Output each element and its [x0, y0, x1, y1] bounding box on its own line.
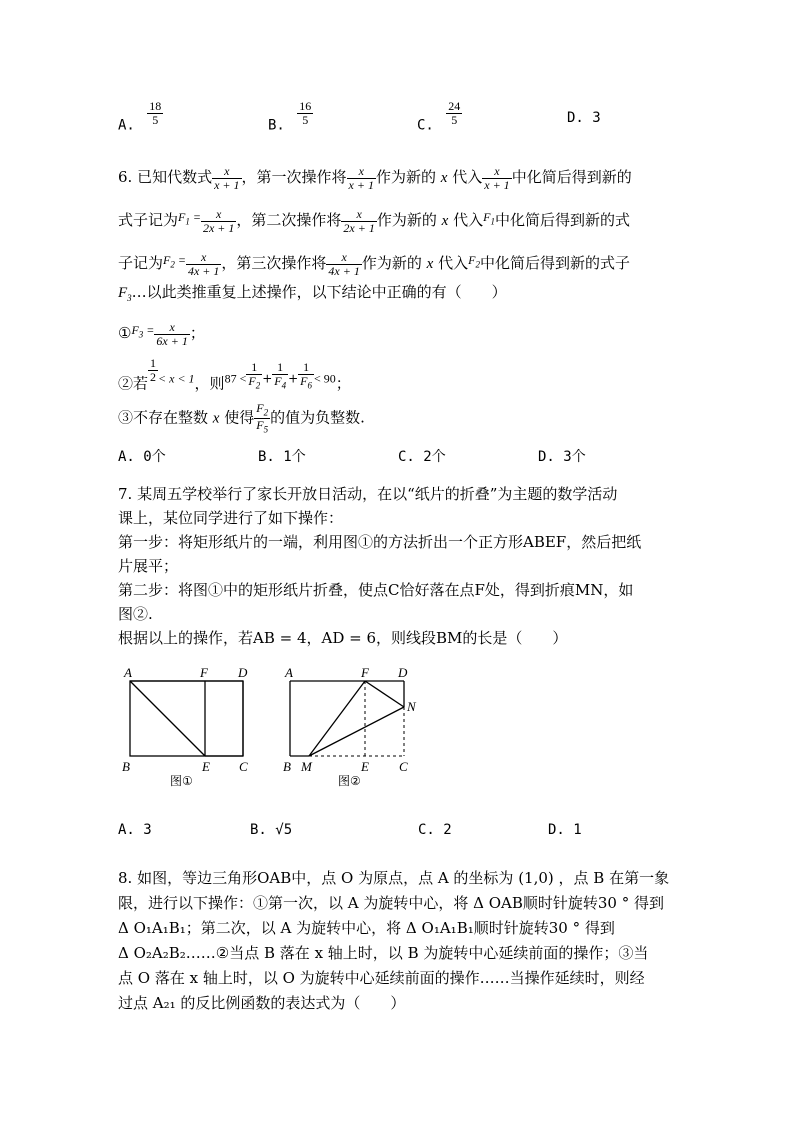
fig2-label-a: A [285, 665, 293, 680]
figure-2 [283, 665, 417, 788]
fig1-label-f: F [200, 665, 208, 680]
q6-option-d: D. 3个 [538, 449, 586, 465]
q6-statement-1: ①$^{F_3 =}$ $\frac{x}{6x + 1}$ ； [118, 319, 205, 348]
fig1-label-a: A [124, 665, 132, 680]
q6-line-3: 子记为$^{F_2 =}$ $\frac{x}{4x + 1}$ ，第三次操作将 $\frac{x}{4x + 1}$ 作为新的 x 代入$^{F_2}$中化简后得到新的式子 [118, 249, 630, 278]
q6-line-1: 6. 已知代数式 $\frac{x}{x + 1}$ ，第一次操作将 $\frac{x}{x + 1}$ 作为新的 x 代入 $\frac{x}{x + 1}$ 中化简后得到新的 [118, 164, 632, 192]
q7-option-b: B. √5 [250, 822, 293, 838]
fig1-label-d: D [238, 665, 248, 680]
q7-line-2: 课上，某位同学进行了如下操作： [118, 509, 344, 527]
q8-line-5: 点 O 落在 x 轴上时，以 O 为旋转中心延续前面的操作……当操作延续时，则经 [118, 969, 645, 987]
fig2-label-f: F [361, 665, 369, 680]
q8-line-3: Δ O₁A₁B₁；第二次，以 A 为旋转中心，将 Δ O₁A₁B₁顺时针旋转30 ° 得到 [118, 919, 615, 937]
fig2-label-d: D [398, 665, 408, 680]
q7-line-1: 7. 某周五学校举行了家长开放日活动，在以“纸片的折叠”为主题的数学活动 [118, 485, 618, 503]
q5-option-d: D. 3 [567, 110, 601, 126]
fig1-caption: 图① [170, 774, 193, 788]
figure-1 [122, 665, 248, 788]
fig2-label-b: B [283, 759, 291, 774]
q8-line-6: 过点 A₂₁ 的反比例函数的表达式为（ ） [118, 994, 406, 1012]
fig2-caption: 图② [338, 774, 361, 788]
q5-option-a: A. $\frac{18}{5}$ [118, 99, 162, 134]
q7-line-3: 第一步：将矩形纸片的一端，利用图①的方法折出一个正方形ABEF，然后把纸 [118, 533, 642, 551]
fig2-label-n: N [407, 699, 416, 714]
q7-option-a: A. 3 [118, 822, 152, 838]
q6-line-4: $F_3\dots$以此类推重复上述操作，以下结论中正确的有（ ） [118, 283, 507, 303]
q6-line-2: 式子记为$^{F_1 =}$ $\frac{x}{2x + 1}$ ，第二次操作将 $\frac{x}{2x + 1}$ 作为新的 x 代入$^{F_1}$中化简后得到新的式 [118, 206, 630, 235]
q7-option-c: C. 2 [418, 822, 452, 838]
q6-option-a: A. 0个 [118, 449, 166, 465]
fig2-label-m: M [301, 759, 312, 774]
q5-option-c: C. $\frac{24}{5}$ [417, 99, 461, 134]
fig2-label-e: E [361, 759, 369, 774]
q8-line-2: 限，进行以下操作：①第一次，以 A 为旋转中心，将 Δ OAB顺时针旋转30 ° 得到 [118, 894, 665, 912]
fig2-label-c: C [399, 759, 408, 774]
q6-option-c: C. 2个 [398, 449, 446, 465]
q7-line-5: 第二步：将图①中的矩形纸片折叠，使点C恰好落在点F处，得到折痕MN，如 [118, 581, 634, 599]
q7-line-4: 片展平； [118, 557, 179, 575]
q8-line-1: 8. 如图，等边三角形OAB中，点 O 为原点，点 A 的坐标为 (1,0) ，点 B 在第一象 [118, 869, 670, 887]
q7-line-7: 根据以上的操作，若AB = 4，AD = 6，则线段BM的长是（ ） [118, 629, 568, 647]
q6-statement-3: ③不存在整数 x 使得 $\frac{F_2}{F_5}$ 的值为负整数. [118, 401, 365, 435]
q6-option-b: B. 1个 [258, 449, 306, 465]
fig1-label-b: B [122, 759, 130, 774]
q6-statement-2: ②若 $\frac{1}{2}$ $^{< x < 1}$，则$^{87 <}$ $\frac{1}{F_2}$ + $\frac{1}{F_4}$ + $\frac{1}{F_6}$ $^{< 90}$； [118, 356, 351, 393]
q7-line-6: 图②. [118, 605, 153, 623]
q5-option-b: B. $\frac{16}{5}$ [268, 99, 312, 134]
q7-option-d: D. 1 [548, 822, 582, 838]
fig1-label-c: C [239, 759, 248, 774]
q7-figures [110, 660, 440, 795]
fig1-label-e: E [202, 759, 210, 774]
q8-line-4: Δ O₂A₂B₂……②当点 B 落在 x 轴上时，以 B 为旋转中心延续前面的操作；③当 [118, 944, 649, 962]
